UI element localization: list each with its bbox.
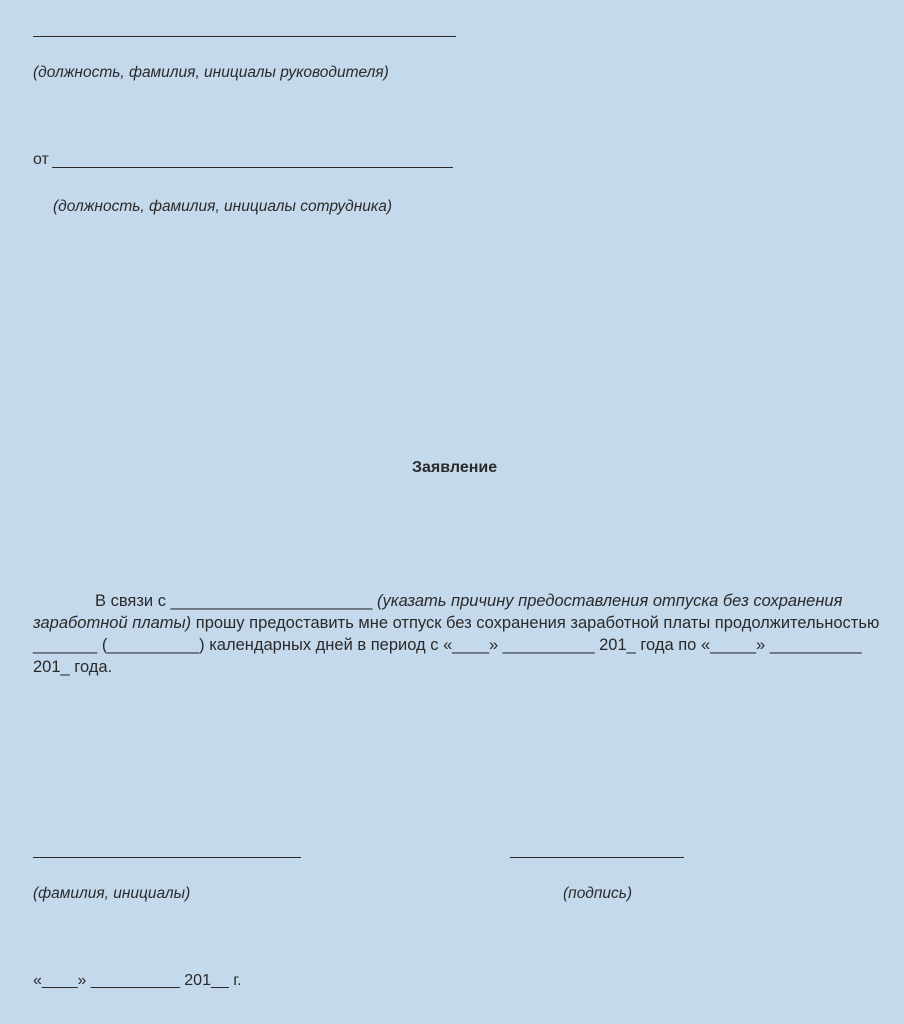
employee-line [52, 167, 453, 168]
body-text-4: ) календарных дней в период с « [199, 636, 453, 654]
reason-blank: ______________________ [170, 592, 373, 610]
days-blank: _______ [33, 636, 98, 654]
body-text-5: » [488, 636, 503, 654]
date-line: «____» __________ 201__ г. [33, 972, 242, 989]
body-text-2: прошу предоставить мне отпуск без сохранения заработной платы продолжительностью [191, 614, 880, 632]
name-caption: (фамилия, инициалы) [33, 885, 191, 902]
signature-caption: (подпись) [563, 885, 633, 902]
body-text-6: 201_ года по « [594, 636, 711, 654]
employee-caption: (должность, фамилия, инициалы сотрудника) [53, 198, 392, 215]
document-title: Заявление [412, 459, 498, 476]
body-text-8: 201_ года. [33, 658, 113, 676]
start-day-blank: ____ [452, 636, 489, 654]
days-words-blank: __________ [107, 636, 200, 654]
reason-hint: (указать причину предоставления отпуска без сохранения заработной платы) [33, 592, 843, 632]
application-body [33, 590, 891, 678]
manager-caption: (должность, фамилия, инициалы руководителя) [33, 64, 389, 81]
body-text-7: » [756, 636, 770, 654]
manager-line [33, 36, 456, 37]
end-day-blank: _____ [710, 636, 757, 654]
body-text-3: ( [97, 636, 108, 654]
start-month-blank: __________ [502, 636, 595, 654]
end-month-blank: __________ [769, 636, 862, 654]
from-label: от [33, 151, 49, 168]
body-text-1: В связи с [95, 592, 171, 610]
signature-line [510, 857, 684, 858]
name-line [33, 857, 301, 858]
